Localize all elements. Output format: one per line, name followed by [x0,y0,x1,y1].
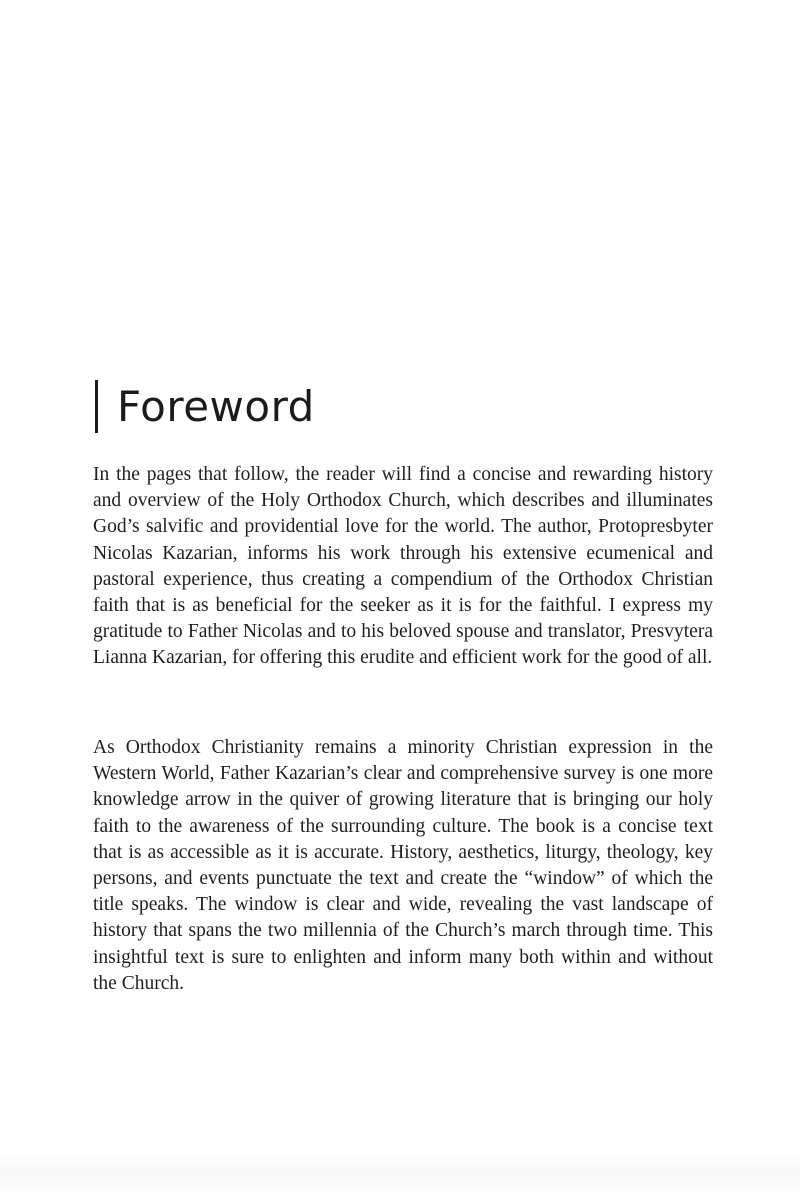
chapter-title: Foreword [117,382,315,431]
foreword-paragraph-2: As Orthodox Christianity remains a minority Christian expression in the Western World, Father Kazarian’s clear and comprehensive survey is one more knowledge arrow in the quiver of growing literature that is bringing our holy faith to the awareness of the surrounding culture. The book is a concise text that is as accessible as it is accurate. History, aesthetics, liturgy, theology, key persons, and events punctuate the text and create the “window” of which the title speaks. The window is clear and wide, revealing the vast landscape of history that spans the two millennia of the Church’s march through time. This insightful text is sure to enlighten and inform many both within and without the Church. [93,737,713,994]
foreword-paragraph-1: In the pages that follow, the reader will find a concise and rewarding history and overview of the Holy Orthodox Church, which describes and illuminates God’s salvific and providential love for the world. The author, Protopresbyter Nicolas Kazarian, informs his work through his extensive ecumenical and pastoral experience, thus creating a compendium of the Orthodox Christian faith that is as beneficial for the seeker as it is for the faithful. I express my gratitude to Father Nicolas and to his beloved spouse and translator, Presvytera Lianna Kazarian, for offering this erudite and efficient work for the good of all. [93,464,713,669]
page-edge-shadow [0,1150,800,1196]
chapter-heading [95,380,315,433]
heading-bar [95,380,98,433]
